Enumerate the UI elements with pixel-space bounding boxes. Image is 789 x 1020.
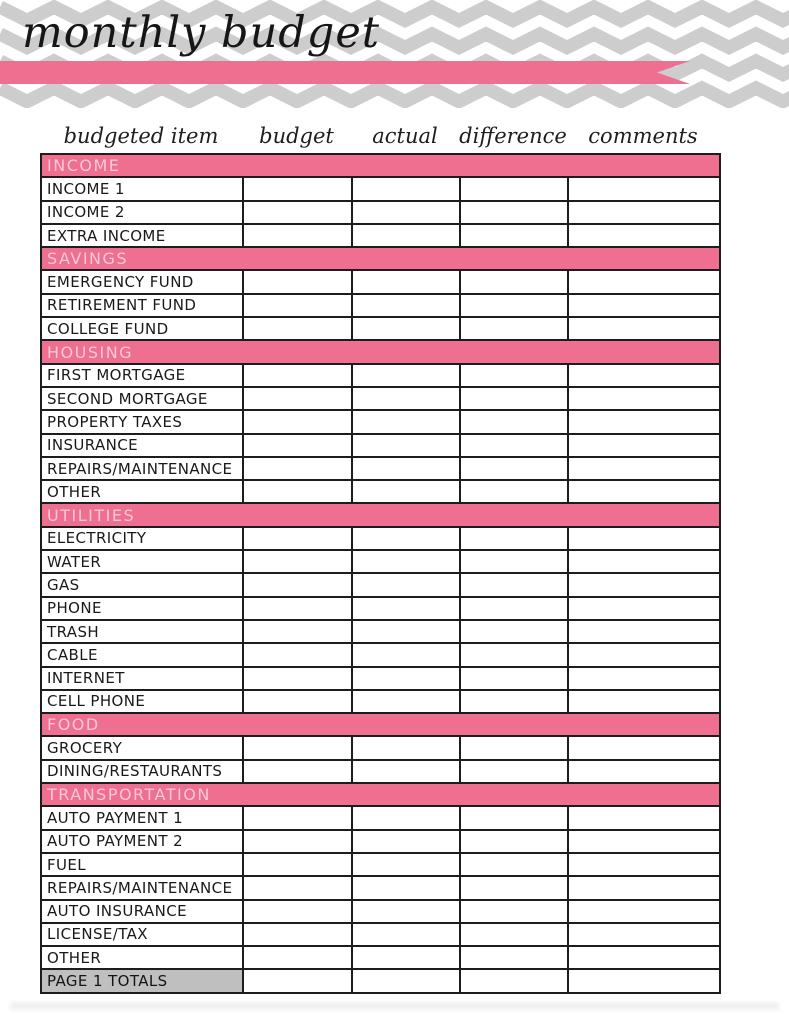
comments-cell — [568, 806, 720, 829]
budget-cell — [243, 434, 352, 457]
comments-cell — [568, 643, 720, 666]
section-title: SAVINGS — [41, 247, 720, 270]
table-row — [41, 270, 720, 293]
actual-cell — [352, 643, 460, 666]
actual-cell — [352, 900, 460, 923]
budget-cell — [243, 573, 352, 596]
budgeted-item-label: AUTO PAYMENT 1 — [41, 806, 243, 829]
budgeted-item-label: DINING/RESTAURANTS — [41, 760, 243, 783]
comments-cell — [568, 550, 720, 573]
comments-cell — [568, 434, 720, 457]
column-header-budgeted-item: budgeted item — [63, 124, 219, 148]
difference-cell — [460, 387, 568, 410]
section-title: INCOME — [41, 154, 720, 177]
comments-cell — [568, 853, 720, 876]
budget-cell — [243, 690, 352, 713]
actual-cell — [352, 946, 460, 969]
difference-cell — [460, 480, 568, 503]
budget-cell — [243, 620, 352, 643]
comments-cell — [568, 410, 720, 433]
actual-cell — [352, 294, 460, 317]
actual-cell — [352, 527, 460, 550]
table-row — [41, 294, 720, 317]
budgeted-item-label: PHONE — [41, 597, 243, 620]
budget-cell — [243, 457, 352, 480]
comments-cell — [568, 317, 720, 340]
table-row — [41, 573, 720, 596]
budgeted-item-label: OTHER — [41, 480, 243, 503]
comments-cell — [568, 224, 720, 247]
budgeted-item-label: FUEL — [41, 853, 243, 876]
comments-cell — [568, 830, 720, 853]
difference-cell — [460, 364, 568, 387]
table-row — [41, 201, 720, 224]
budgeted-item-label: GAS — [41, 573, 243, 596]
difference-cell — [460, 806, 568, 829]
section-title: HOUSING — [41, 340, 720, 363]
comments-cell — [568, 573, 720, 596]
actual-cell — [352, 620, 460, 643]
comments-cell — [568, 270, 720, 293]
difference-cell — [460, 573, 568, 596]
section-header-row — [41, 713, 720, 736]
actual-cell — [352, 317, 460, 340]
actual-cell — [352, 806, 460, 829]
budget-cell — [243, 876, 352, 899]
difference-cell — [460, 177, 568, 200]
comments-cell — [568, 760, 720, 783]
actual-cell — [352, 597, 460, 620]
budget-cell — [243, 294, 352, 317]
budget-cell — [243, 527, 352, 550]
actual-cell — [352, 364, 460, 387]
difference-cell — [460, 201, 568, 224]
budget-cell — [243, 969, 352, 992]
budget-cell — [243, 760, 352, 783]
comments-cell — [568, 177, 720, 200]
difference-cell — [460, 643, 568, 666]
table-row — [41, 597, 720, 620]
table-row — [41, 760, 720, 783]
column-header-budget: budget — [259, 124, 334, 148]
actual-cell — [352, 760, 460, 783]
section-header-row — [41, 154, 720, 177]
table-row — [41, 806, 720, 829]
budget-cell — [243, 550, 352, 573]
table-row — [41, 876, 720, 899]
difference-cell — [460, 527, 568, 550]
difference-cell — [460, 760, 568, 783]
table-row — [41, 900, 720, 923]
comments-cell — [568, 387, 720, 410]
budgeted-item-label: SECOND MORTGAGE — [41, 387, 243, 410]
actual-cell — [352, 667, 460, 690]
totals-label: PAGE 1 TOTALS — [41, 969, 243, 992]
page-title: monthly budget — [22, 8, 381, 58]
difference-cell — [460, 457, 568, 480]
comments-cell — [568, 201, 720, 224]
table-row — [41, 480, 720, 503]
actual-cell — [352, 969, 460, 992]
difference-cell — [460, 876, 568, 899]
difference-cell — [460, 736, 568, 759]
budgeted-item-label: ELECTRICITY — [41, 527, 243, 550]
budget-cell — [243, 643, 352, 666]
table-row — [41, 690, 720, 713]
table-row — [41, 457, 720, 480]
actual-cell — [352, 224, 460, 247]
comments-cell — [568, 876, 720, 899]
comments-cell — [568, 597, 720, 620]
table-row — [41, 434, 720, 457]
budget-cell — [243, 923, 352, 946]
actual-cell — [352, 830, 460, 853]
comments-cell — [568, 923, 720, 946]
budgeted-item-label: RETIREMENT FUND — [41, 294, 243, 317]
budget-cell — [243, 480, 352, 503]
actual-cell — [352, 457, 460, 480]
difference-cell — [460, 667, 568, 690]
budget-table — [40, 153, 721, 994]
section-title: TRANSPORTATION — [41, 783, 720, 806]
comments-cell — [568, 946, 720, 969]
table-row — [41, 550, 720, 573]
section-header-row — [41, 503, 720, 526]
budget-cell — [243, 806, 352, 829]
page-bottom-artifact — [10, 1002, 779, 1010]
budget-cell — [243, 946, 352, 969]
actual-cell — [352, 573, 460, 596]
difference-cell — [460, 923, 568, 946]
budgeted-item-label: COLLEGE FUND — [41, 317, 243, 340]
difference-cell — [460, 410, 568, 433]
table-row — [41, 620, 720, 643]
budget-cell — [243, 270, 352, 293]
budgeted-item-label: REPAIRS/MAINTENANCE — [41, 876, 243, 899]
table-row — [41, 410, 720, 433]
budget-cell — [243, 830, 352, 853]
comments-cell — [568, 294, 720, 317]
table-row — [41, 946, 720, 969]
budgeted-item-label: TRASH — [41, 620, 243, 643]
actual-cell — [352, 177, 460, 200]
table-row — [41, 527, 720, 550]
budgeted-item-label: REPAIRS/MAINTENANCE — [41, 457, 243, 480]
comments-cell — [568, 690, 720, 713]
difference-cell — [460, 620, 568, 643]
comments-cell — [568, 667, 720, 690]
difference-cell — [460, 317, 568, 340]
comments-cell — [568, 457, 720, 480]
actual-cell — [352, 876, 460, 899]
section-header-row — [41, 247, 720, 270]
column-header-actual: actual — [372, 124, 438, 148]
section-title: UTILITIES — [41, 503, 720, 526]
actual-cell — [352, 270, 460, 293]
budget-cell — [243, 364, 352, 387]
comments-cell — [568, 620, 720, 643]
totals-row — [41, 969, 720, 992]
difference-cell — [460, 969, 568, 992]
section-header-row — [41, 783, 720, 806]
column-headers-row — [40, 110, 719, 150]
table-row — [41, 364, 720, 387]
difference-cell — [460, 550, 568, 573]
difference-cell — [460, 294, 568, 317]
table-row — [41, 736, 720, 759]
actual-cell — [352, 923, 460, 946]
column-header-difference: difference — [459, 124, 567, 148]
budget-cell — [243, 853, 352, 876]
budget-cell — [243, 667, 352, 690]
budget-cell — [243, 177, 352, 200]
table-row — [41, 224, 720, 247]
budgeted-item-label: CABLE — [41, 643, 243, 666]
actual-cell — [352, 480, 460, 503]
budget-cell — [243, 597, 352, 620]
comments-cell — [568, 527, 720, 550]
budget-cell — [243, 387, 352, 410]
budgeted-item-label: EMERGENCY FUND — [41, 270, 243, 293]
budgeted-item-label: INSURANCE — [41, 434, 243, 457]
difference-cell — [460, 900, 568, 923]
budget-cell — [243, 736, 352, 759]
budgeted-item-label: EXTRA INCOME — [41, 224, 243, 247]
table-row — [41, 387, 720, 410]
difference-cell — [460, 270, 568, 293]
table-row — [41, 667, 720, 690]
budgeted-item-label: INTERNET — [41, 667, 243, 690]
actual-cell — [352, 387, 460, 410]
actual-cell — [352, 690, 460, 713]
budgeted-item-label: FIRST MORTGAGE — [41, 364, 243, 387]
actual-cell — [352, 736, 460, 759]
table-row — [41, 177, 720, 200]
budget-cell — [243, 201, 352, 224]
budget-cell — [243, 900, 352, 923]
budget-cell — [243, 224, 352, 247]
table-row — [41, 923, 720, 946]
comments-cell — [568, 969, 720, 992]
actual-cell — [352, 550, 460, 573]
title-ribbon-banner — [0, 61, 690, 84]
actual-cell — [352, 201, 460, 224]
budgeted-item-label: WATER — [41, 550, 243, 573]
table-row — [41, 830, 720, 853]
comments-cell — [568, 480, 720, 503]
budgeted-item-label: AUTO INSURANCE — [41, 900, 243, 923]
page-header — [0, 0, 789, 108]
difference-cell — [460, 224, 568, 247]
difference-cell — [460, 830, 568, 853]
difference-cell — [460, 853, 568, 876]
budgeted-item-label: AUTO PAYMENT 2 — [41, 830, 243, 853]
comments-cell — [568, 736, 720, 759]
actual-cell — [352, 434, 460, 457]
table-row — [41, 853, 720, 876]
table-row — [41, 317, 720, 340]
budgeted-item-label: INCOME 1 — [41, 177, 243, 200]
budgeted-item-label: INCOME 2 — [41, 201, 243, 224]
difference-cell — [460, 597, 568, 620]
section-title: FOOD — [41, 713, 720, 736]
budget-cell — [243, 317, 352, 340]
difference-cell — [460, 434, 568, 457]
budgeted-item-label: GROCERY — [41, 736, 243, 759]
difference-cell — [460, 946, 568, 969]
budgeted-item-label: CELL PHONE — [41, 690, 243, 713]
comments-cell — [568, 364, 720, 387]
difference-cell — [460, 690, 568, 713]
budget-cell — [243, 410, 352, 433]
actual-cell — [352, 853, 460, 876]
budgeted-item-label: PROPERTY TAXES — [41, 410, 243, 433]
comments-cell — [568, 900, 720, 923]
column-header-comments: comments — [588, 124, 698, 148]
table-row — [41, 643, 720, 666]
actual-cell — [352, 410, 460, 433]
section-header-row — [41, 340, 720, 363]
budgeted-item-label: OTHER — [41, 946, 243, 969]
budgeted-item-label: LICENSE/TAX — [41, 923, 243, 946]
